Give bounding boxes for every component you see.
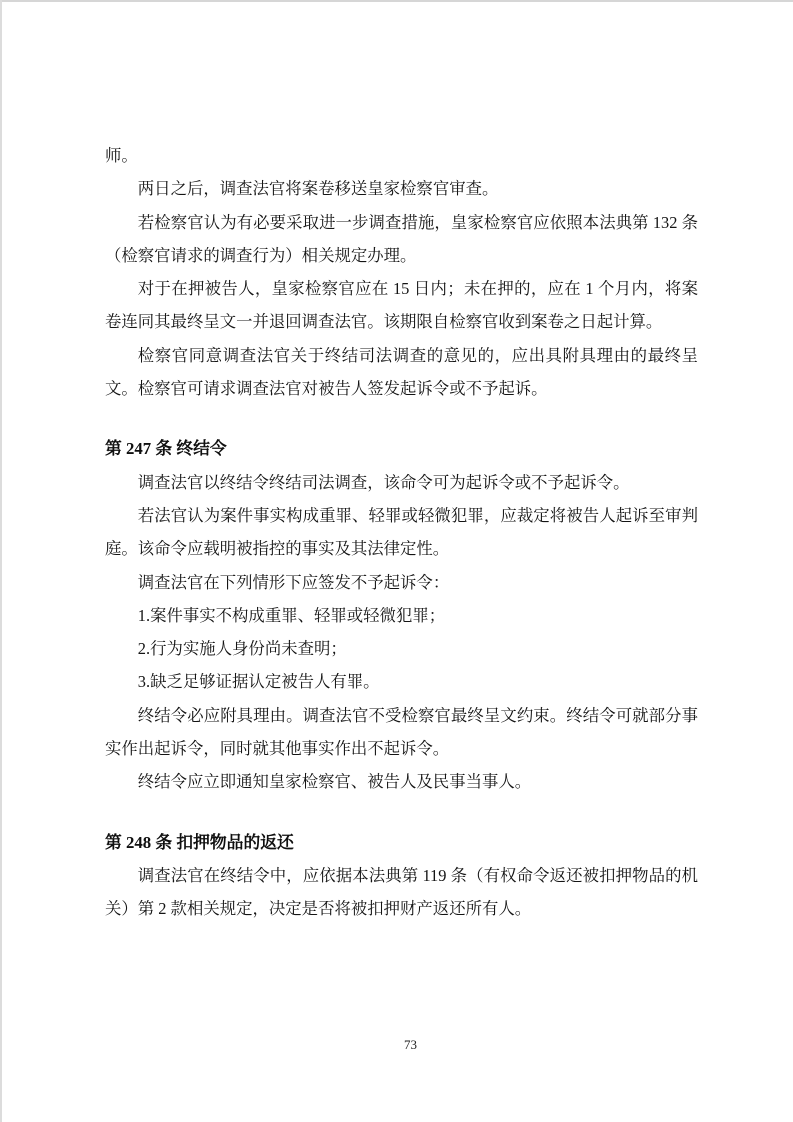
scan-edge-top — [0, 0, 793, 2]
paragraph: 终结令必应附具理由。调查法官不受检察官最终呈文约束。终结令可就部分事实作出起诉令，同时就其他事实作出不起诉令。 — [105, 705, 698, 759]
paragraph: 若法官认为案件事实构成重罪、轻罪或轻微犯罪，应裁定将被告人起诉至审判庭。该命令应载明被指控的事实及其法律定性。 — [105, 505, 698, 559]
paragraph: 终结令应立即通知皇家检察官、被告人及民事当事人。 — [137, 772, 532, 792]
section-heading: 第 247 条 终结令 — [105, 439, 227, 459]
paragraph: 调查法官在终结令中，应依据本法典第 119 条（有权命令返还被扣押物品的机关）第 2 款相关规定，决定是否将被扣押财产返还所有人。 — [105, 865, 698, 919]
paragraph: 调查法官在下列情形下应签发不予起诉令： — [137, 572, 450, 592]
paragraph: 两日之后，调查法官将案卷移送皇家检察官审查。 — [137, 179, 499, 199]
paragraph: 3.缺乏足够证据认定被告人有罪。 — [137, 672, 380, 692]
paragraph: 2.行为实施人身份尚未查明； — [137, 639, 347, 659]
paragraph: 检察官同意调查法官关于终结司法调查的意见的，应出具附具理由的最终呈文。检察官可请求调查法官对被告人签发起诉令或不予起诉。 — [105, 345, 698, 399]
paragraph: 1.案件事实不构成重罪、轻罪或轻微犯罪； — [137, 605, 446, 625]
section-heading: 第 248 条 扣押物品的返还 — [105, 832, 294, 852]
paragraph: 对于在押被告人，皇家检察官应在 15 日内；未在押的，应在 1 个月内，将案卷连同其最终呈文一并退回调查法官。该期限自检察官收到案卷之日起计算。 — [105, 279, 698, 332]
page-number: 73 — [404, 1037, 417, 1052]
scan-edge-left — [0, 0, 2, 1122]
paragraph: 若检察官认为有必要采取进一步调查措施，皇家检察官应依照本法典第 132 条（检察官请求的调查行为）相关规定办理。 — [105, 212, 698, 265]
paragraph: 调查法官以终结令终结司法调查，该命令可为起诉令或不予起诉令。 — [137, 472, 630, 492]
document-body — [105, 139, 698, 926]
paragraph: 师。 — [105, 146, 138, 165]
